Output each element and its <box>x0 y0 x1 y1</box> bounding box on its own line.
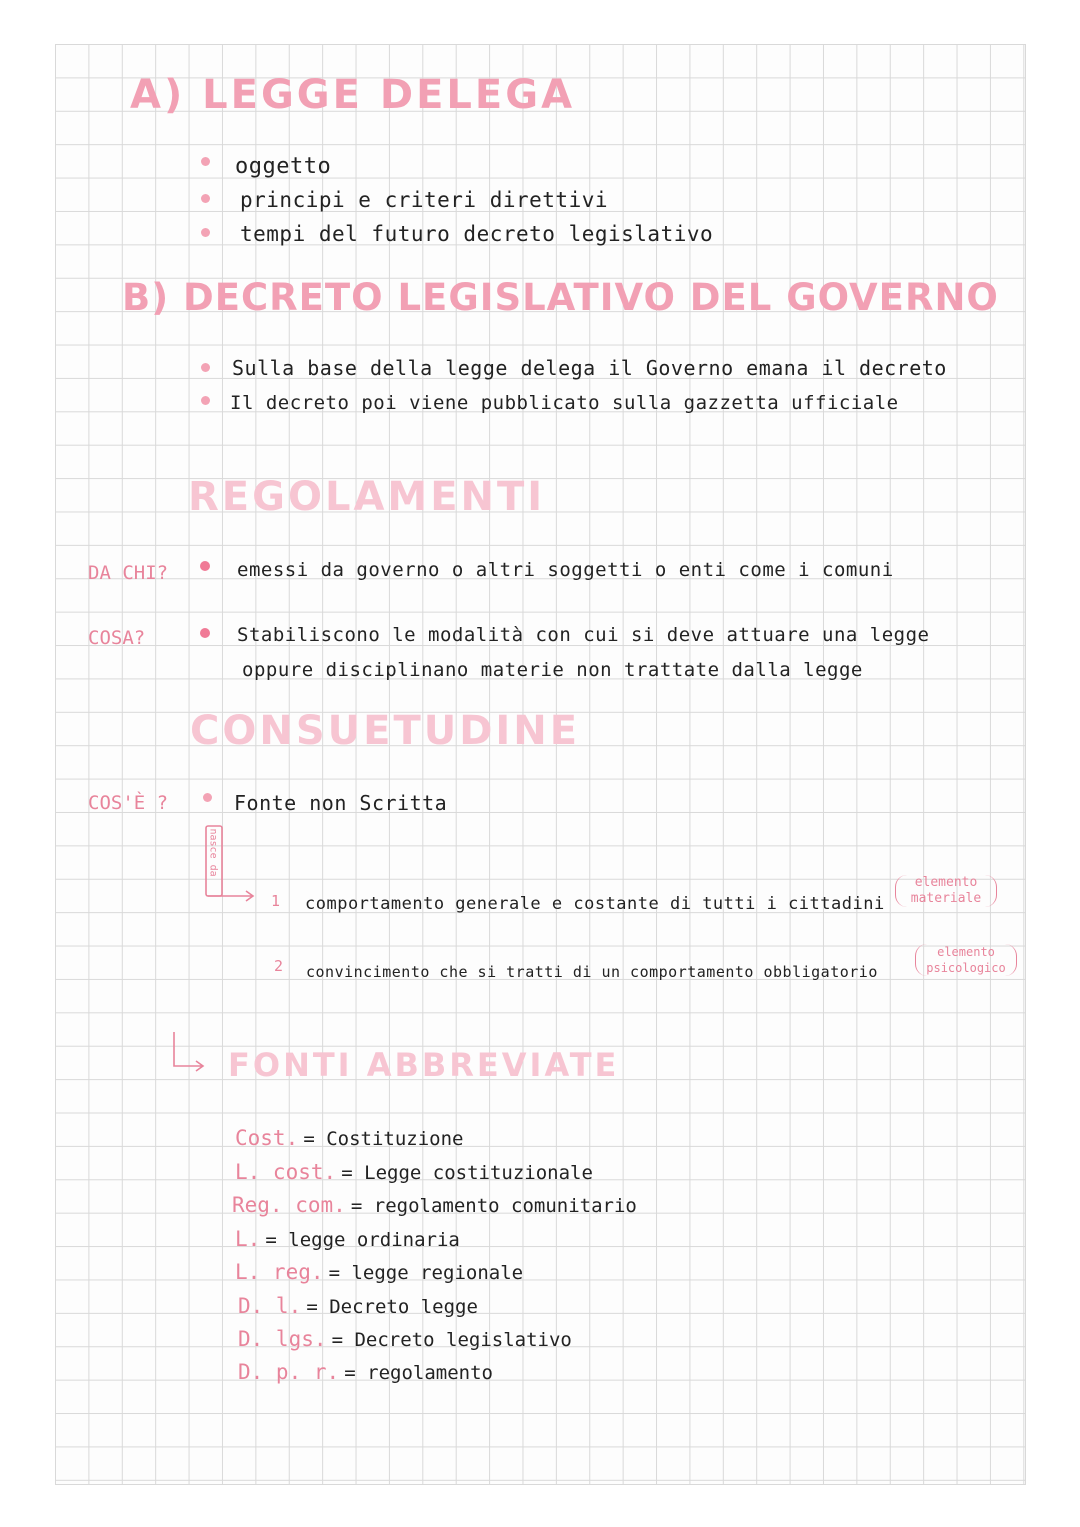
answer-text: oppure disciplinano materie non trattate dalla legge <box>242 659 863 681</box>
section-title-fonti-abbreviate: FONTI ABBREVIATE <box>228 1046 620 1084</box>
abbr-row <box>235 1260 523 1284</box>
bullet-icon <box>201 363 210 372</box>
corner-arrow-icon <box>166 1030 216 1080</box>
bullet-icon <box>203 793 212 802</box>
abbr-code: D. lgs. <box>238 1327 327 1351</box>
point-text: convincimento che si tratti di un comportamento obbligatorio <box>306 963 878 981</box>
abbr-code: D. l. <box>238 1294 302 1318</box>
abbr-meaning: = Decreto legge <box>306 1296 478 1318</box>
question-label: COS'È ? <box>88 792 169 814</box>
abbr-meaning: = legge ordinaria <box>265 1229 460 1251</box>
list-item: principi e criteri direttivi <box>240 188 609 212</box>
abbr-row <box>238 1360 493 1384</box>
answer-text: Fonte non Scritta <box>234 791 448 815</box>
bullet-icon <box>201 396 210 405</box>
list-item: Il decreto poi viene pubblicato sulla gazzetta ufficiale <box>230 392 899 414</box>
abbr-row <box>235 1160 593 1184</box>
section-title-consuetudine: CONSUETUDINE <box>190 708 581 754</box>
point-text: comportamento generale e costante di tutti i cittadini <box>305 894 885 914</box>
list-item: Sulla base della legge delega il Governo emana il decreto <box>232 356 947 380</box>
abbr-meaning: = Costituzione <box>303 1128 464 1150</box>
list-item: oggetto <box>235 154 332 179</box>
abbr-row <box>238 1327 572 1351</box>
abbr-code: L. <box>235 1227 261 1251</box>
tag-line: psicologico <box>926 961 1006 975</box>
abbr-code: Reg. com. <box>232 1193 346 1217</box>
abbr-row <box>238 1294 478 1318</box>
tag-elemento-psicologico <box>915 944 1017 976</box>
tag-elemento-materiale <box>895 875 997 907</box>
answer-text: Stabiliscono le modalità con cui si deve attuare una legge <box>237 624 930 646</box>
section-title-decreto-legislativo: B) DECRETO LEGISLATIVO DEL GOVERNO <box>122 276 999 319</box>
abbr-code: L. reg. <box>235 1260 324 1284</box>
abbr-code: D. p. r. <box>238 1360 340 1384</box>
nasce-da-label: nasce da <box>207 828 219 877</box>
abbr-meaning: = Legge costituzionale <box>341 1162 593 1184</box>
bullet-icon <box>201 194 210 203</box>
point-number: 1 <box>271 892 281 910</box>
nasce-da-arrow-icon <box>196 822 266 902</box>
abbr-meaning: = Decreto legislativo <box>331 1329 572 1351</box>
tag-line: materiale <box>910 891 982 906</box>
bullet-icon <box>201 157 210 166</box>
abbr-meaning: = regolamento comunitario <box>350 1195 637 1217</box>
abbr-row <box>235 1227 460 1251</box>
question-label: COSA? <box>88 627 146 649</box>
tag-line: elemento <box>914 875 978 890</box>
grid-paper <box>55 44 1026 1485</box>
question-label: DA CHI? <box>88 562 169 584</box>
abbr-meaning: = legge regionale <box>328 1262 524 1284</box>
bullet-icon <box>200 561 210 571</box>
abbr-row <box>235 1126 463 1150</box>
answer-text: emessi da governo o altri soggetti o enti come i comuni <box>237 559 894 581</box>
list-item: tempi del futuro decreto legislativo <box>240 222 714 246</box>
tag-line: elemento <box>937 945 995 959</box>
abbr-row <box>232 1193 637 1217</box>
abbr-code: Cost. <box>235 1126 299 1150</box>
section-title-regolamenti: REGOLAMENTI <box>188 474 546 520</box>
point-number: 2 <box>274 957 284 975</box>
abbr-meaning: = regolamento <box>344 1362 493 1384</box>
section-title-legge-delega: A) LEGGE DELEGA <box>130 72 576 118</box>
abbr-code: L. cost. <box>235 1160 337 1184</box>
bullet-icon <box>201 228 210 237</box>
bullet-icon <box>200 628 210 638</box>
